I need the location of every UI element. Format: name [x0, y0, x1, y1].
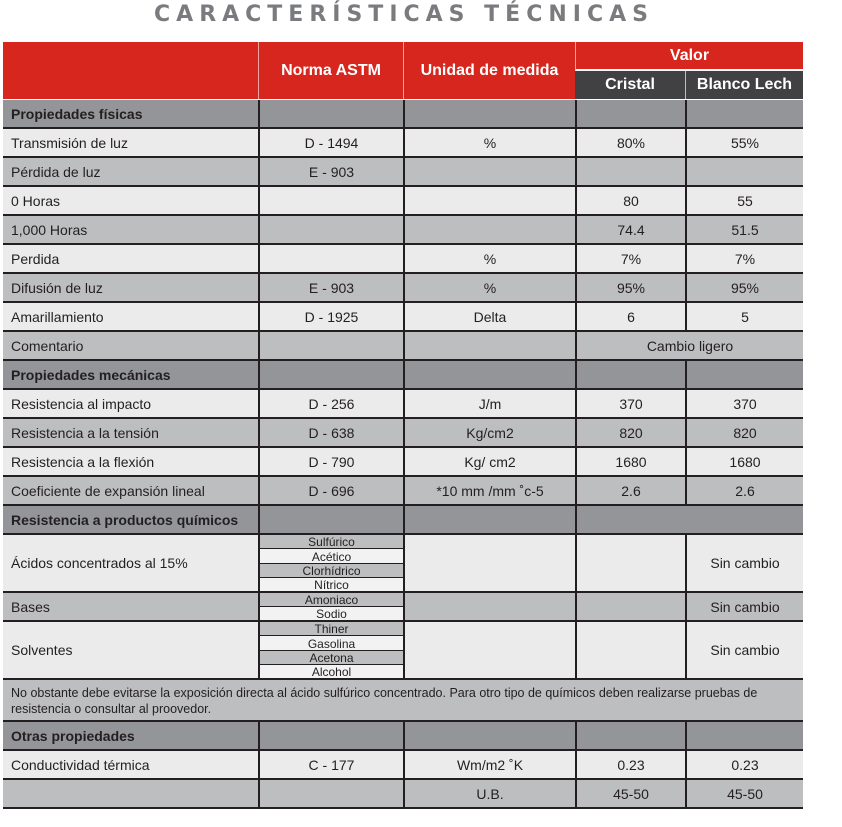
- cell-cristal: 80: [575, 187, 685, 214]
- cell-unidad: %: [403, 129, 575, 156]
- section-row: [3, 100, 803, 129]
- cell-blanco: Sin cambio: [685, 593, 803, 620]
- cell-cristal: [575, 361, 685, 388]
- cell-unidad: [403, 187, 575, 214]
- cell-norma: D - 256: [258, 390, 403, 417]
- cell-unidad: [403, 361, 575, 388]
- cell-cristal: 1680: [575, 448, 685, 475]
- chemical-item: Gasolina: [260, 636, 403, 650]
- section-title: Resistencia a productos químicos: [11, 511, 239, 528]
- cell-unidad: Wm/m2 ˚K: [403, 751, 575, 778]
- cell-unidad: [403, 158, 575, 185]
- cell-cristal: [575, 100, 685, 127]
- cell-unidad: [403, 100, 575, 127]
- cell-blanco: 51.5: [685, 216, 803, 243]
- cell-property: Pérdida de luz: [11, 163, 101, 180]
- table-row: [3, 780, 803, 809]
- cell-property: Comentario: [11, 337, 84, 354]
- cell-unidad: [403, 622, 575, 678]
- cell-unidad: Kg/ cm2: [403, 448, 575, 475]
- cell-norma: D - 790: [258, 448, 403, 475]
- cell-blanco: 55%: [685, 129, 803, 156]
- section-title: Propiedades mecánicas: [11, 366, 171, 383]
- cell-blanco: 370: [685, 390, 803, 417]
- cell-blanco: Sin cambio: [685, 622, 803, 678]
- cell-norma: [258, 187, 403, 214]
- cell-blanco: Sin cambio: [685, 535, 803, 591]
- table-row: [3, 751, 803, 780]
- header-property: [3, 42, 258, 99]
- cell-cristal: 6: [575, 303, 685, 330]
- cell-cristal: 0.23: [575, 751, 685, 778]
- cell-blanco: 95%: [685, 274, 803, 301]
- cell-norma: C - 177: [258, 751, 403, 778]
- cell-cristal: 2.6: [575, 477, 685, 504]
- chemical-note: No obstante debe evitarse la exposición directa al ácido sulfúrico concentrado. Para otro tipo de químicos deben realizarse pruebas de resistencia o consultar al proovedor.: [3, 680, 803, 722]
- chemical-item: Acetona: [260, 651, 403, 665]
- cell-blanco: [685, 158, 803, 185]
- cell-norma: [258, 506, 403, 533]
- header-cristal: Cristal: [575, 71, 685, 99]
- chemical-item: Clorhídrico: [260, 564, 403, 578]
- cell-unidad: %: [403, 274, 575, 301]
- cell-cristal: 80%: [575, 129, 685, 156]
- cell-norma: E - 903: [258, 158, 403, 185]
- table-row: [3, 390, 803, 419]
- cell-property: [3, 780, 258, 807]
- cell-property: Solventes: [11, 642, 73, 658]
- cell-cristal: 45-50: [575, 780, 685, 807]
- cell-cristal: [575, 622, 685, 678]
- cell-property: Transmisión de luz: [11, 134, 128, 151]
- chemical-item: Amoniaco: [260, 593, 403, 607]
- chemical-row: [3, 535, 803, 593]
- header-valor: Valor: [575, 42, 803, 71]
- cell-norma: [258, 100, 403, 127]
- chemical-item: Nítrico: [260, 578, 403, 591]
- cell-valor-merged: Cambio ligero: [575, 332, 803, 359]
- header-unidad: Unidad de medida: [403, 42, 575, 99]
- cell-blanco: 820: [685, 419, 803, 446]
- cell-norma: [258, 245, 403, 272]
- chemical-list: [258, 535, 403, 591]
- table-row: [3, 448, 803, 477]
- section-row: [3, 722, 803, 751]
- cell-property: Difusión de luz: [11, 279, 103, 296]
- cell-cristal: [575, 593, 685, 620]
- table-row: [3, 477, 803, 506]
- cell-blanco: [685, 722, 803, 749]
- cell-norma: D - 1494: [258, 129, 403, 156]
- cell-unidad: J/m: [403, 390, 575, 417]
- cell-unidad: [403, 216, 575, 243]
- section-title: Otras propiedades: [11, 727, 135, 744]
- table-row: [3, 187, 803, 216]
- cell-blanco: 2.6: [685, 477, 803, 504]
- chemical-list: [258, 593, 403, 620]
- section-row: [3, 506, 803, 535]
- cell-unidad: [403, 722, 575, 749]
- cell-unidad: [403, 535, 575, 591]
- table-row: [3, 245, 803, 274]
- cell-cristal: 370: [575, 390, 685, 417]
- cell-property: Conductividad térmica: [11, 756, 150, 773]
- cell-cristal: 95%: [575, 274, 685, 301]
- cell-cristal: [575, 722, 685, 749]
- cell-property: Ácidos concentrados al 15%: [11, 555, 188, 571]
- cell-unidad: [403, 593, 575, 620]
- cell-unidad: Kg/cm2: [403, 419, 575, 446]
- cell-norma: [258, 722, 403, 749]
- cell-unidad: U.B.: [403, 780, 575, 807]
- table-row: [3, 303, 803, 332]
- cell-unidad: Delta: [403, 303, 575, 330]
- cell-norma: [258, 361, 403, 388]
- section-row: [3, 361, 803, 390]
- cell-cristal: 820: [575, 419, 685, 446]
- section-title: Propiedades físicas: [11, 105, 143, 122]
- cell-norma: [258, 216, 403, 243]
- cell-cristal: 7%: [575, 245, 685, 272]
- cell-property: Coeficiente de expansión lineal: [11, 482, 205, 499]
- cell-cristal: [575, 535, 685, 591]
- cell-unidad: *10 mm /mm ˚c-5: [403, 477, 575, 504]
- cell-property: Bases: [11, 598, 50, 615]
- cell-norma: D - 696: [258, 477, 403, 504]
- cell-property: Perdida: [11, 250, 60, 267]
- cell-norma: [258, 780, 403, 807]
- table-header: [3, 42, 803, 99]
- chemical-item: Acético: [260, 549, 403, 563]
- cell-norma: [258, 332, 403, 359]
- cell-blanco: [685, 361, 803, 388]
- cell-property: Resistencia al impacto: [11, 395, 152, 412]
- cell-unidad: [403, 506, 575, 533]
- cell-blanco: 5: [685, 303, 803, 330]
- cell-cristal: [575, 158, 685, 185]
- cell-property: Resistencia a la flexión: [11, 453, 155, 470]
- cell-valor: [575, 506, 803, 533]
- chemical-row: [3, 622, 803, 680]
- cell-norma: E - 903: [258, 274, 403, 301]
- cell-property: Resistencia a la tensión: [11, 424, 159, 441]
- chemical-item: Alcohol: [260, 665, 403, 678]
- chemical-item: Thiner: [260, 622, 403, 636]
- cell-cristal: 74.4: [575, 216, 685, 243]
- header-norma: Norma ASTM: [258, 42, 403, 99]
- cell-unidad: [403, 332, 575, 359]
- table-row: [3, 332, 803, 361]
- header-blanco: Blanco Lech: [685, 71, 803, 99]
- cell-property: Amarillamiento: [11, 308, 104, 325]
- chemical-item: Sodio: [260, 607, 403, 620]
- cell-property: 1,000 Horas: [11, 221, 88, 238]
- cell-blanco: 7%: [685, 245, 803, 272]
- page-title: CARACTERÍSTICAS TÉCNICAS: [154, 2, 654, 27]
- table-row: [3, 274, 803, 303]
- chemical-row: [3, 593, 803, 622]
- cell-norma: D - 1925: [258, 303, 403, 330]
- chemical-item: Sulfúrico: [260, 535, 403, 549]
- cell-norma: D - 638: [258, 419, 403, 446]
- cell-blanco: 1680: [685, 448, 803, 475]
- cell-blanco: 0.23: [685, 751, 803, 778]
- table-row: [3, 158, 803, 187]
- cell-unidad: %: [403, 245, 575, 272]
- cell-blanco: 45-50: [685, 780, 803, 807]
- chemical-list: [258, 622, 403, 678]
- cell-blanco: [685, 100, 803, 127]
- cell-blanco: 55: [685, 187, 803, 214]
- table-row: [3, 216, 803, 245]
- table-row: [3, 129, 803, 158]
- table-row: [3, 419, 803, 448]
- cell-property: 0 Horas: [11, 192, 61, 209]
